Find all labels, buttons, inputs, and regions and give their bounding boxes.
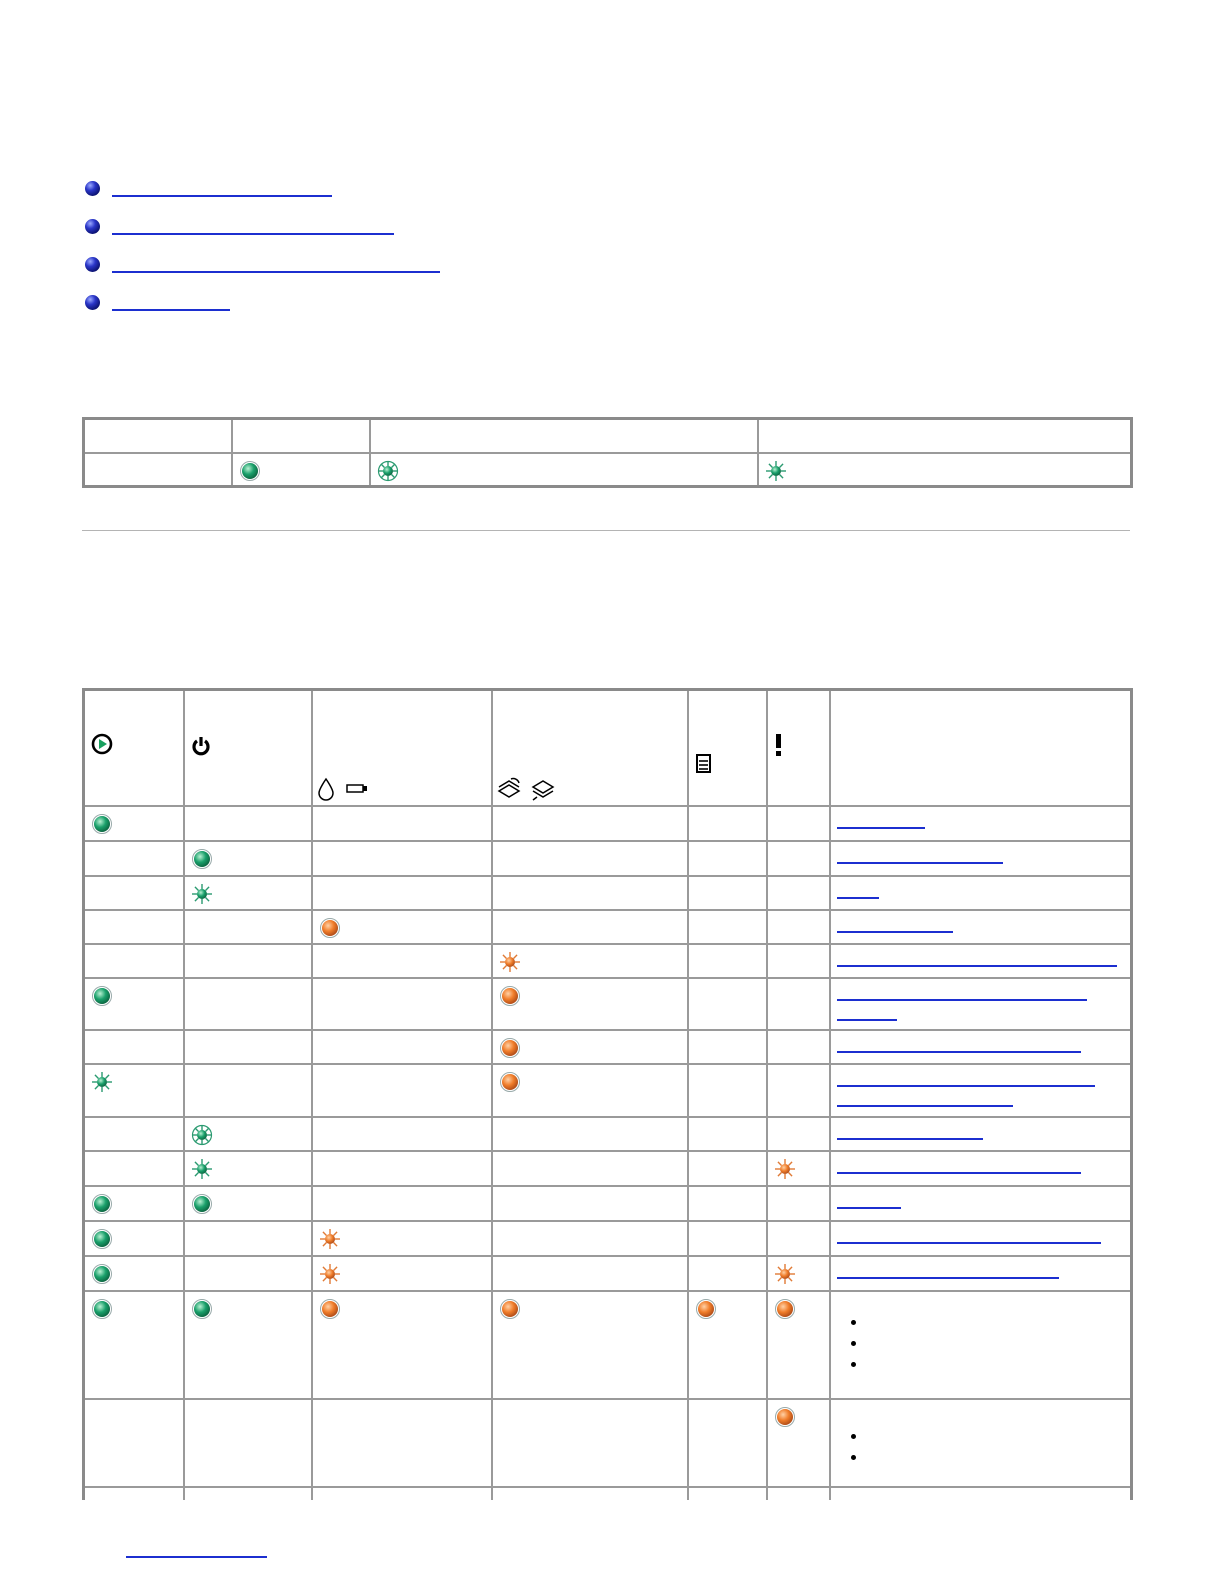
light-cell bbox=[184, 876, 312, 910]
status-row bbox=[84, 1151, 1132, 1186]
description-cell bbox=[830, 841, 1132, 876]
ink-light-header bbox=[312, 690, 492, 806]
status-row bbox=[84, 1117, 1132, 1151]
description-link[interactable] bbox=[837, 931, 953, 933]
bullet-item bbox=[851, 1434, 856, 1439]
light-cell bbox=[312, 1221, 492, 1256]
orange-solid-led-icon bbox=[499, 1037, 521, 1059]
light-cell bbox=[184, 1151, 312, 1186]
description-link[interactable] bbox=[837, 1019, 897, 1021]
play-light-header bbox=[84, 690, 184, 806]
status-row bbox=[84, 944, 1132, 978]
description-cell bbox=[830, 978, 1132, 1030]
description-cell bbox=[830, 806, 1132, 841]
description-link[interactable] bbox=[837, 1051, 1081, 1053]
light-cell bbox=[312, 876, 492, 910]
page-cut-mask bbox=[82, 1500, 1142, 1584]
light-cell bbox=[84, 1151, 184, 1186]
bullet-item bbox=[851, 1362, 856, 1367]
green-solid-led-icon bbox=[91, 1263, 113, 1285]
light-cell bbox=[767, 1117, 830, 1151]
light-cell bbox=[312, 806, 492, 841]
description-cell bbox=[830, 1399, 1132, 1487]
legend-header-cell bbox=[84, 419, 232, 453]
light-cell bbox=[688, 978, 767, 1030]
green-solid-led-icon bbox=[91, 1228, 113, 1250]
light-cell bbox=[312, 910, 492, 944]
divider bbox=[82, 530, 1130, 531]
status-row bbox=[84, 876, 1132, 910]
light-cell bbox=[492, 944, 688, 978]
light-cell bbox=[84, 1064, 184, 1117]
light-cell bbox=[312, 1117, 492, 1151]
light-cell bbox=[184, 1030, 312, 1064]
light-cell bbox=[767, 1399, 830, 1487]
light-cell bbox=[688, 1291, 767, 1399]
light-status-table bbox=[82, 688, 1133, 1528]
status-row bbox=[84, 1291, 1132, 1399]
light-cell bbox=[767, 944, 830, 978]
orange-blinking-led-icon bbox=[774, 1158, 796, 1180]
green-solid-led-icon bbox=[91, 1193, 113, 1215]
light-cell bbox=[312, 1064, 492, 1117]
light-cell bbox=[688, 1399, 767, 1487]
light-cell bbox=[312, 978, 492, 1030]
description-link[interactable] bbox=[837, 1085, 1095, 1087]
green-blinking-led-icon bbox=[377, 460, 399, 482]
light-cell bbox=[492, 1151, 688, 1186]
orange-solid-led-icon bbox=[499, 985, 521, 1007]
legend-cell bbox=[84, 453, 232, 487]
power-icon bbox=[191, 735, 211, 757]
legend-header-cell bbox=[232, 419, 370, 453]
blue-bullet-icon bbox=[85, 257, 100, 272]
description-link[interactable] bbox=[837, 965, 1117, 967]
bullet-item bbox=[851, 1341, 856, 1346]
light-cell bbox=[688, 1151, 767, 1186]
legend-row bbox=[84, 453, 1132, 487]
bullet-item bbox=[851, 1320, 856, 1325]
status-row bbox=[84, 1064, 1132, 1117]
paper-light-header bbox=[492, 690, 688, 806]
light-cell bbox=[184, 1399, 312, 1487]
description-link[interactable] bbox=[837, 827, 925, 829]
light-cell bbox=[492, 1064, 688, 1117]
orange-solid-led-icon bbox=[774, 1298, 796, 1320]
legend-cell bbox=[232, 453, 370, 487]
description-link[interactable] bbox=[837, 999, 1087, 1001]
light-cell bbox=[767, 1221, 830, 1256]
light-cell bbox=[492, 841, 688, 876]
orange-solid-led-icon bbox=[319, 917, 341, 939]
light-cell bbox=[312, 841, 492, 876]
green-blinking-led-icon bbox=[191, 1124, 213, 1146]
legend-header-cell bbox=[370, 419, 758, 453]
light-cell bbox=[184, 841, 312, 876]
light-cell bbox=[184, 978, 312, 1030]
bullet-item bbox=[851, 1455, 856, 1460]
light-cell bbox=[84, 1117, 184, 1151]
light-cell bbox=[312, 1399, 492, 1487]
description-link[interactable] bbox=[837, 897, 879, 899]
blue-bullet-icon bbox=[85, 181, 100, 196]
light-cell bbox=[84, 841, 184, 876]
green-solid-led-icon bbox=[91, 985, 113, 1007]
status-row bbox=[84, 1030, 1132, 1064]
power-light-header bbox=[184, 690, 312, 806]
legend-header-row bbox=[84, 419, 1132, 453]
play-icon bbox=[91, 733, 113, 755]
legend-cell bbox=[370, 453, 758, 487]
orange-solid-led-icon bbox=[319, 1298, 341, 1320]
light-cell bbox=[184, 1117, 312, 1151]
description-cell bbox=[830, 1291, 1132, 1399]
description-cell bbox=[830, 944, 1132, 978]
light-cell bbox=[184, 1064, 312, 1117]
status-row bbox=[84, 1186, 1132, 1221]
light-cell bbox=[767, 1151, 830, 1186]
orange-blinking-led-icon bbox=[774, 1263, 796, 1285]
light-cell bbox=[312, 1186, 492, 1221]
printhead-icon bbox=[695, 753, 713, 775]
description-cell bbox=[830, 1256, 1132, 1291]
light-cell bbox=[184, 910, 312, 944]
light-cell bbox=[312, 944, 492, 978]
alert-light-header bbox=[767, 690, 830, 806]
light-cell bbox=[688, 1064, 767, 1117]
light-cell bbox=[767, 841, 830, 876]
light-cell bbox=[312, 1256, 492, 1291]
light-cell bbox=[688, 806, 767, 841]
green-solid-led-icon bbox=[191, 848, 213, 870]
light-cell bbox=[84, 978, 184, 1030]
light-cell bbox=[767, 1256, 830, 1291]
light-cell bbox=[492, 1186, 688, 1221]
status-row bbox=[84, 806, 1132, 841]
light-legend-table bbox=[82, 417, 1133, 488]
blue-bullet-icon bbox=[85, 295, 100, 310]
light-cell bbox=[767, 910, 830, 944]
green-blinking-led-icon bbox=[91, 1071, 113, 1093]
footer-link[interactable] bbox=[126, 1556, 267, 1558]
description-link[interactable] bbox=[837, 1242, 1101, 1244]
light-cell bbox=[84, 1221, 184, 1256]
light-cell bbox=[688, 1117, 767, 1151]
light-cell bbox=[312, 1291, 492, 1399]
light-cell bbox=[492, 876, 688, 910]
light-cell bbox=[84, 910, 184, 944]
light-cell bbox=[184, 1256, 312, 1291]
light-cell bbox=[492, 978, 688, 1030]
toc-link[interactable] bbox=[112, 233, 394, 235]
light-cell bbox=[767, 806, 830, 841]
status-row bbox=[84, 1399, 1132, 1487]
light-cell bbox=[688, 876, 767, 910]
light-cell bbox=[688, 944, 767, 978]
toc-link[interactable] bbox=[112, 271, 440, 273]
green-blinking-led-icon bbox=[191, 883, 213, 905]
description-cell bbox=[830, 1064, 1132, 1117]
orange-blinking-led-icon bbox=[319, 1263, 341, 1285]
light-cell bbox=[492, 1256, 688, 1291]
light-cell bbox=[312, 1151, 492, 1186]
light-cell bbox=[767, 1291, 830, 1399]
light-cell bbox=[84, 806, 184, 841]
ink-cartridge-icon bbox=[317, 777, 371, 801]
light-cell bbox=[84, 1291, 184, 1399]
description-link[interactable] bbox=[837, 1207, 901, 1209]
description-cell bbox=[830, 910, 1132, 944]
light-cell bbox=[688, 1256, 767, 1291]
status-row bbox=[84, 910, 1132, 944]
status-rows bbox=[84, 806, 1132, 1527]
light-cell bbox=[492, 1030, 688, 1064]
light-cell bbox=[184, 1291, 312, 1399]
description-cell bbox=[830, 1151, 1132, 1186]
description-link[interactable] bbox=[837, 862, 1003, 864]
description-cell bbox=[830, 1117, 1132, 1151]
green-solid-led-icon bbox=[91, 813, 113, 835]
orange-solid-led-icon bbox=[499, 1298, 521, 1320]
green-blinking-led-icon bbox=[765, 460, 787, 482]
status-row bbox=[84, 1256, 1132, 1291]
light-cell bbox=[767, 1064, 830, 1117]
description-link[interactable] bbox=[837, 1277, 1059, 1279]
printhead-light-header bbox=[688, 690, 767, 806]
green-solid-led-icon bbox=[91, 1298, 113, 1320]
light-cell bbox=[767, 1186, 830, 1221]
status-row bbox=[84, 978, 1132, 1030]
paper-icon bbox=[497, 775, 557, 801]
description-cell bbox=[830, 876, 1132, 910]
light-cell bbox=[184, 1186, 312, 1221]
light-cell bbox=[688, 1221, 767, 1256]
green-solid-led-icon bbox=[191, 1193, 213, 1215]
light-cell bbox=[492, 1399, 688, 1487]
light-cell bbox=[688, 841, 767, 876]
light-cell bbox=[767, 876, 830, 910]
light-cell bbox=[688, 910, 767, 944]
description-link[interactable] bbox=[837, 1105, 1013, 1107]
light-cell bbox=[84, 1399, 184, 1487]
light-cell bbox=[767, 1030, 830, 1064]
light-cell bbox=[688, 1186, 767, 1221]
description-cell bbox=[830, 1221, 1132, 1256]
green-blinking-led-icon bbox=[191, 1158, 213, 1180]
description-link[interactable] bbox=[837, 1138, 983, 1140]
light-cell bbox=[492, 1117, 688, 1151]
light-cell bbox=[767, 978, 830, 1030]
light-cell bbox=[84, 1030, 184, 1064]
light-cell bbox=[184, 806, 312, 841]
description-cell bbox=[830, 1030, 1132, 1064]
orange-solid-led-icon bbox=[774, 1406, 796, 1428]
light-cell bbox=[492, 1221, 688, 1256]
orange-blinking-led-icon bbox=[319, 1228, 341, 1250]
status-header-row bbox=[84, 690, 1132, 806]
legend-cell bbox=[758, 453, 1132, 487]
legend-header-cell bbox=[758, 419, 1132, 453]
light-cell bbox=[84, 876, 184, 910]
light-cell bbox=[492, 806, 688, 841]
status-row bbox=[84, 841, 1132, 876]
orange-blinking-led-icon bbox=[499, 951, 521, 973]
light-cell bbox=[184, 944, 312, 978]
light-cell bbox=[492, 1291, 688, 1399]
light-cell bbox=[688, 1030, 767, 1064]
light-cell bbox=[84, 1256, 184, 1291]
green-solid-led-icon bbox=[191, 1298, 213, 1320]
alert-icon bbox=[773, 733, 785, 757]
blue-bullet-icon bbox=[85, 219, 100, 234]
orange-solid-led-icon bbox=[499, 1071, 521, 1093]
description-link[interactable] bbox=[837, 1172, 1081, 1174]
light-cell bbox=[84, 944, 184, 978]
toc-link[interactable] bbox=[112, 195, 332, 197]
light-cell bbox=[312, 1030, 492, 1064]
orange-solid-led-icon bbox=[695, 1298, 717, 1320]
description-cell bbox=[830, 1186, 1132, 1221]
status-row bbox=[84, 1221, 1132, 1256]
description-header bbox=[830, 690, 1132, 806]
green-solid-led-icon bbox=[239, 460, 261, 482]
toc-link[interactable] bbox=[112, 309, 230, 311]
light-cell bbox=[184, 1221, 312, 1256]
light-cell bbox=[84, 1186, 184, 1221]
light-cell bbox=[492, 910, 688, 944]
